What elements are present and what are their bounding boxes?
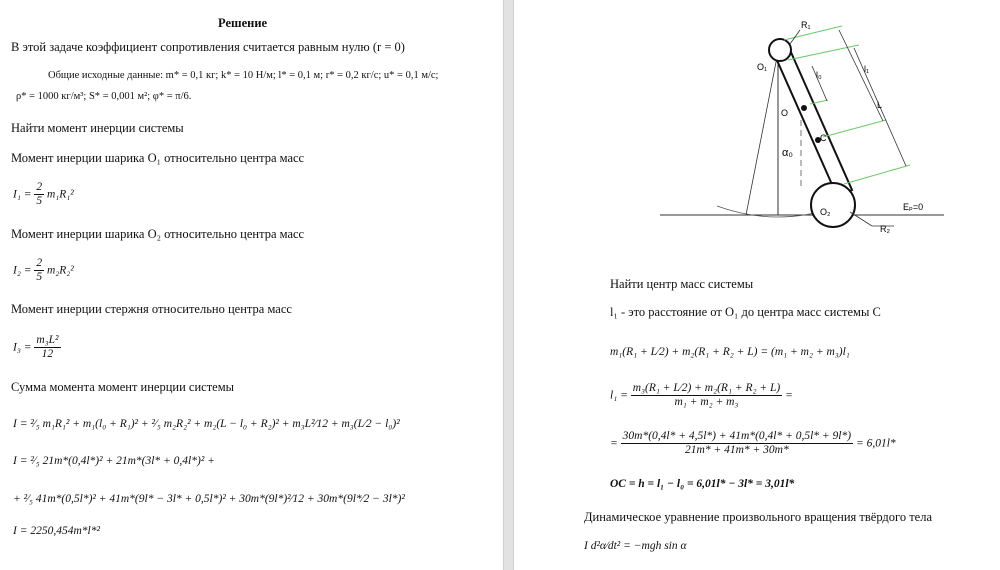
equation-I3: I₃ = $\frac{\text{m₃L²}}{12}$ — [13, 334, 59, 361]
ball1-inertia-label: Момент инерции шарика O₁ относительно центра масс — [11, 151, 305, 165]
equation-cm-3: = $\frac{30m*(0,4l* + 4,5l*) + 41m*(0,4l* + 0,5l* + 9l*)}{21m* + 41m* + 30m*}$ = 6,01l* — [610, 430, 896, 457]
label-o2: O₂ — [820, 207, 831, 217]
rod — [776, 50, 852, 198]
right-page — [514, 0, 1000, 570]
l1-definition: l₁ - это расстояние от O₁ до центра масс системы C — [610, 305, 881, 319]
pendulum-diagram — [514, 0, 1000, 240]
label-alpha0: α₀ — [782, 147, 793, 159]
sum-inertia-label: Сумма момента момент инерции системы — [11, 380, 235, 394]
incline-line — [746, 52, 778, 215]
label-c: C — [820, 133, 827, 143]
find-cm-heading: Найти центр масс системы — [610, 277, 754, 291]
equation-oc: OC = h = l₁ − l₀ = 6,01l* − 3l* = 3,01l* — [610, 478, 795, 490]
equation-sum-line-1: I = ²⁄₅ m₁R₁² + m₁(l₀ + R₁)² + ²⁄₅ m₂R₂² + m₂(L − l₀ + R₂)² + m₃L²⁄12 + m₃(L⁄2 − l₀)² — [13, 418, 400, 430]
given-data-line-2: ρ* = 1000 кг/м³; S* = 0,001 м²; φ* = π/6. — [16, 91, 192, 102]
label-L: L — [877, 100, 883, 110]
dim-ext-3 — [823, 120, 886, 137]
label-o: O — [781, 108, 789, 118]
solution-heading: Решение — [218, 16, 268, 30]
label-ep: Eₚ=0 — [903, 202, 924, 212]
ball2-inertia-label: Момент инерции шарика O₂ относительно центра масс — [11, 227, 305, 241]
equation-I2: I₂ = $\frac{2}{5}$ m₂R₂² — [13, 257, 74, 284]
equation-sum-line-2: I = ²⁄₅ 21m*(0,4l*)² + 21m*(3l* + 0,4l*)² + — [13, 455, 215, 467]
equation-dynamic: I d²α⁄dt² = −mgh sin α — [584, 540, 687, 552]
dim-ext-1 — [784, 26, 842, 40]
leader-r2 — [850, 212, 872, 226]
ball-o2 — [811, 183, 855, 227]
label-l0: l₀ — [816, 70, 822, 80]
dynamic-equation-label: Динамическое уравнение произвольного вращения твёрдого тела — [584, 510, 933, 524]
find-inertia-heading: Найти момент инерции системы — [11, 121, 184, 135]
rod-inertia-label: Момент инерции стержня относительно центра масс — [11, 302, 292, 316]
label-o1: O₁ — [757, 62, 768, 72]
dim-ext-5 — [844, 165, 910, 184]
ball-o1 — [769, 39, 791, 61]
label-l1: l₁ — [864, 64, 870, 74]
dim-ext-4 — [788, 45, 859, 60]
label-r1: R₁ — [801, 20, 811, 30]
intro-text: В этой задаче коэффициент сопротивления считается равным нулю (r = 0) — [11, 40, 405, 54]
label-r2: R₂ — [880, 224, 890, 234]
point-o — [801, 105, 807, 111]
equation-I1: I₁ = $\frac{2}{5}$ m₁R₁² — [13, 181, 74, 208]
equation-cm-2: l₁ = $\frac{\text{m₃(R₁ + L⁄2) + m₂(R₁ + R₂ + L)}}{\text{m₁ + m₂ + m₃}}$ = — [610, 382, 793, 409]
given-data-line-1: Общие исходные данные: m* = 0,1 кг; k* = 10 Н/м; l* = 0,1 м; r* = 0,2 кг/с; u* = 0,1 м/с; — [48, 70, 439, 81]
equation-sum-result: I = 2250,454m*l*² — [13, 525, 100, 537]
equation-sum-line-3: + ²⁄₅ 41m*(0,5l*)² + 41m*(9l* − 3l* + 0,5l*)² + 30m*(9l*)²⁄12 + 30m*(9l*⁄2 − 3l*)² — [13, 493, 405, 505]
equation-cm-1: m₁(R₁ + L⁄2) + m₂(R₁ + R₂ + L) = (m₁ + m₂ + m₃)l₁ — [610, 346, 850, 358]
page-gutter — [503, 0, 514, 570]
